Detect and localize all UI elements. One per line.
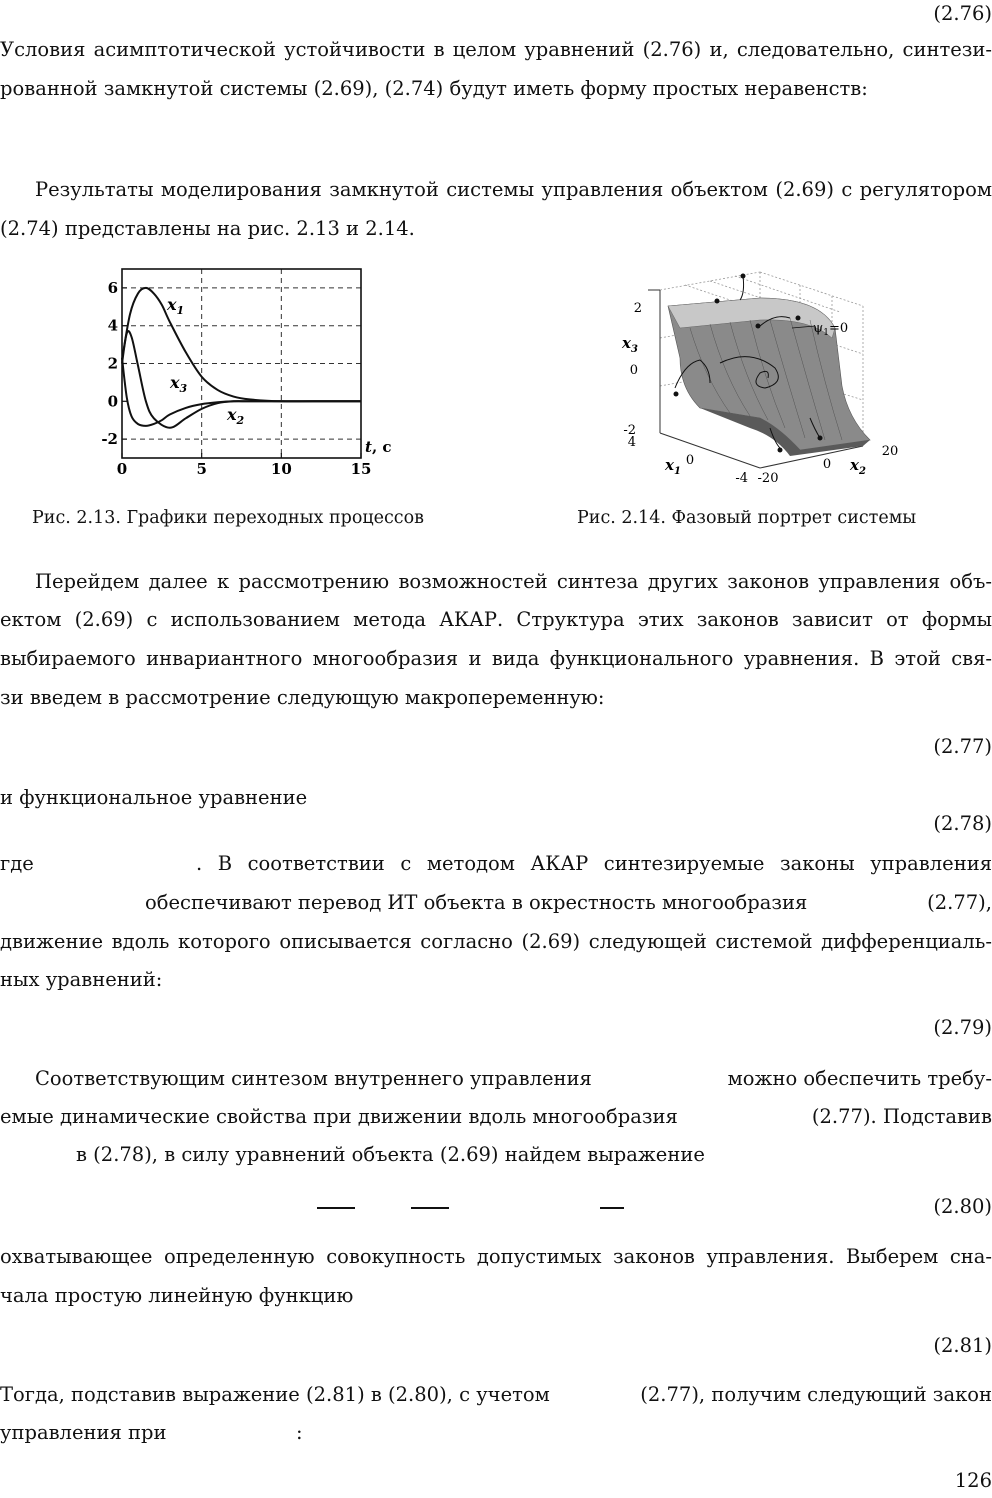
paragraph-line: выбираемого инвариантного многообразия и вида функционального уравнения. В этой свя- — [0, 647, 992, 670]
x3-tick: -2 — [623, 423, 636, 438]
page-number: 126 — [954, 1469, 992, 1492]
paragraph-line: управления при — [0, 1421, 167, 1444]
fraction-bar — [411, 1207, 449, 1209]
x3-tick: 0 — [629, 363, 638, 378]
y-tick-label: 6 — [107, 278, 118, 297]
paragraph-line: обеспечивают перевод ИТ объекта в окрестность многообразия — [145, 891, 808, 914]
paragraph-line: где — [0, 852, 34, 875]
x1-tick: 0 — [685, 453, 695, 468]
equation-number: (2.79) — [933, 1016, 992, 1039]
paragraph-line: емые динамические свойства при движении вдоль многообразия — [0, 1105, 678, 1128]
surface-label: $\psi_1=0$ — [813, 321, 849, 338]
paragraph-line: и функциональное уравнение — [0, 786, 308, 809]
equation-number: (2.76) — [933, 2, 992, 25]
paragraph-line: . В соответствии с методом АКАР синтезируемые законы управления — [196, 852, 992, 875]
equation-number: (2.80) — [933, 1195, 992, 1218]
paragraph-line: в (2.78), в силу уравнений объекта (2.69) найдем выражение — [76, 1143, 705, 1166]
paragraph-line: ных уравнений: — [0, 968, 163, 991]
x-tick-label: 15 — [350, 460, 372, 478]
paragraph-line: зи введем в рассмотрение следующую макропеременную: — [0, 686, 605, 709]
equation-number: (2.81) — [933, 1334, 992, 1357]
paragraph-line: (2.77), — [927, 891, 992, 914]
y-tick-label: 2 — [107, 354, 118, 373]
x-tick-label: 5 — [196, 460, 207, 478]
x-tick-label: 0 — [116, 460, 128, 478]
x2-axis-label: $x_2$ — [850, 456, 866, 477]
figure-caption: Рис. 2.13. Графики переходных процессов — [32, 508, 424, 528]
paragraph-line: (2.77), получим следующий закон — [640, 1383, 992, 1406]
paragraph-line: Тогда, подставив выражение (2.81) в (2.80), с учетом — [0, 1383, 550, 1406]
x-axis-label: t, с — [365, 438, 392, 456]
figure-caption: Рис. 2.14. Фазовый портрет системы — [577, 508, 917, 528]
paragraph-line: Результаты моделирования замкнутой системы управления объектом (2.69) с регулятором — [35, 178, 992, 201]
paragraph-line: можно обеспечить требу- — [727, 1067, 992, 1090]
paragraph-line: ектом (2.69) с использованием метода АКАР. Структура этих законов зависит от формы — [0, 608, 992, 631]
equation-number: (2.78) — [933, 812, 992, 835]
fraction-bar — [600, 1207, 624, 1209]
x2-tick: 0 — [822, 457, 832, 472]
x3-tick: 2 — [633, 301, 642, 316]
transient-processes-chart — [95, 262, 405, 487]
paragraph-line: рованной замкнутой системы (2.69), (2.74) будут иметь форму простых неравенств: — [0, 77, 868, 100]
curve-label: $x_1$ — [167, 295, 185, 317]
paragraph-line: Условия асимптотической устойчивости в целом уравнений (2.76) и, следовательно, синтези- — [0, 38, 992, 61]
y-tick-label: 0 — [107, 392, 118, 411]
x2-tick: 20 — [881, 444, 899, 459]
y-tick-label: 4 — [107, 316, 118, 335]
paragraph-line: Перейдем далее к рассмотрению возможностей синтеза других законов управления объ- — [35, 570, 992, 593]
fraction-bar — [317, 1207, 355, 1209]
y-tick-label: -2 — [101, 430, 118, 449]
x3-axis-label: $x_3$ — [622, 334, 638, 355]
paragraph-line: Соответствующим синтезом внутреннего управления — [35, 1067, 592, 1090]
phase-portrait-figure — [610, 268, 920, 490]
curve-label: $x_2$ — [227, 405, 245, 427]
paragraph-line: движение вдоль которого описывается согласно (2.69) следующей системой дифференциаль- — [0, 930, 992, 953]
x2-tick: -20 — [757, 471, 779, 486]
paragraph-line: : — [296, 1421, 303, 1444]
paragraph-line: охватывающее определенную совокупность допустимых законов управления. Выберем сна- — [0, 1245, 992, 1268]
paragraph-line: чала простую линейную функцию — [0, 1284, 354, 1307]
x1-tick: -4 — [735, 471, 748, 486]
x1-axis-label: $x_1$ — [665, 456, 681, 477]
paragraph-line: (2.74) представлены на рис. 2.13 и 2.14. — [0, 217, 415, 240]
x1-tick: 4 — [627, 435, 636, 450]
equation-number: (2.77) — [933, 735, 992, 758]
x-tick-label: 10 — [270, 460, 292, 478]
paragraph-line: (2.77). Подставив — [811, 1105, 992, 1128]
curve-label: $x_3$ — [170, 373, 188, 395]
invariant-surface — [668, 276, 870, 456]
series-line-x1 — [122, 288, 361, 402]
